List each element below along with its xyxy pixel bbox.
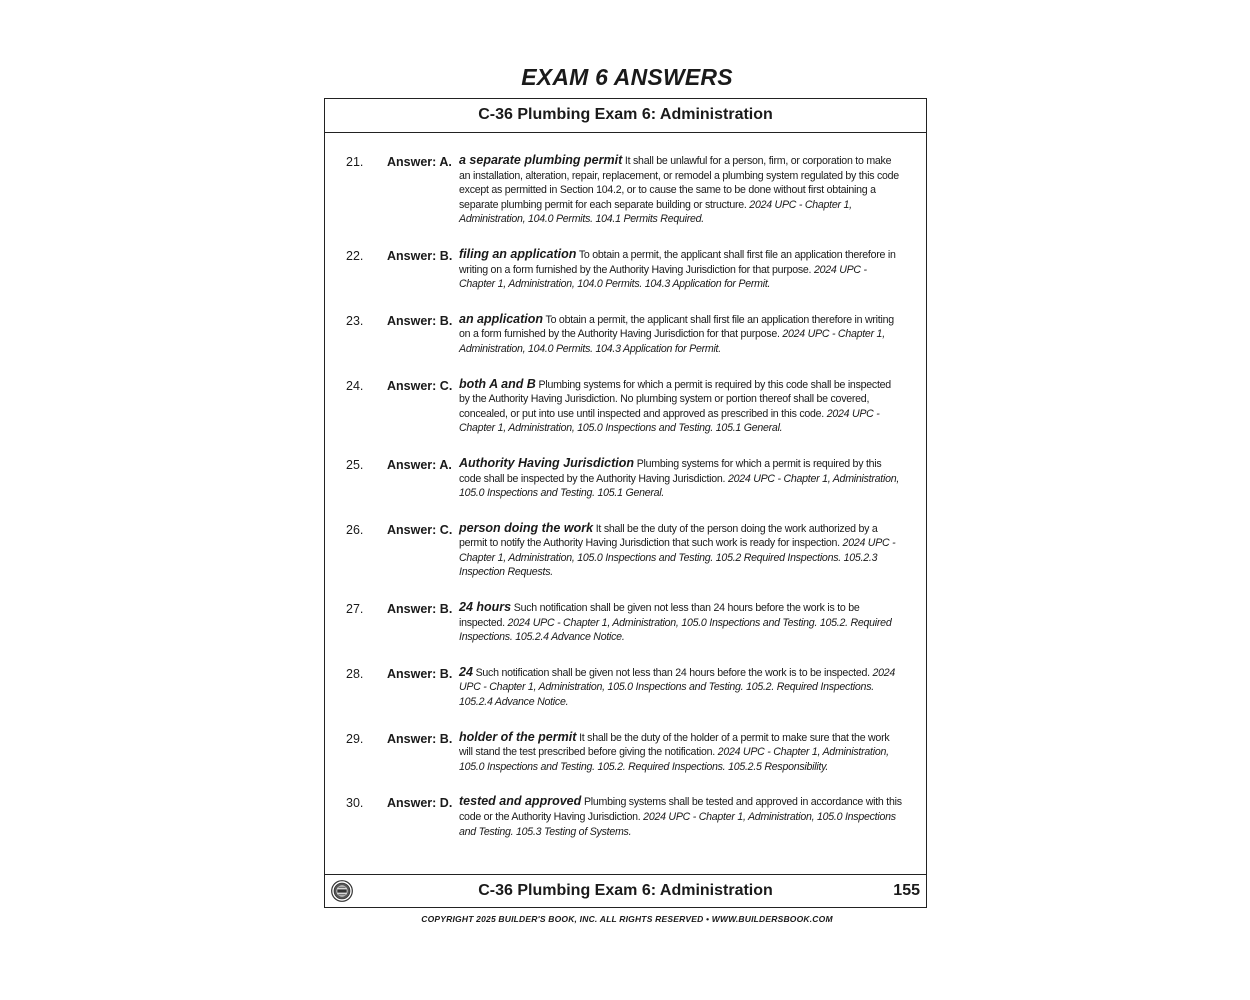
question-number: 26. <box>346 522 364 537</box>
answer-term: 24 <box>459 664 473 679</box>
answer-entry <box>325 456 926 501</box>
answer-label: Answer: C. <box>387 522 453 537</box>
answer-explanation <box>459 794 904 839</box>
code-citation: 2024 UPC - Chapter 1, Administration, 104.0 Permits. 104.3 Application for Permit. <box>459 263 867 291</box>
answer-label: Answer: B. <box>387 248 453 263</box>
answer-term: tested and approved <box>459 794 582 809</box>
question-number: 24. <box>346 378 364 393</box>
code-citation: 2024 UPC - Chapter 1, Administration, 104.0 Permits. 104.3 Application for Permit. <box>459 328 885 355</box>
code-citation: 2024 UPC - Chapter 1, Administration, 105.0 Inspections and Testing. 105.2. Required Inspections. 105.2.4 Advance Notice. <box>459 666 896 709</box>
question-number: 22. <box>346 248 364 263</box>
answer-text: Plumbing systems shall be tested and approved in accordance with this code or the Authority Having Jurisdiction. <box>459 796 902 823</box>
answer-explanation <box>459 521 904 580</box>
answer-text: Plumbing systems for which a permit is required by this code shall be inspected by the Authority Having Jurisdiction. No plumbing system or portion thereof shall be covered, concealed, or put into use until inspected and approved as prescribed in this code. <box>459 378 891 420</box>
answer-entry <box>325 794 926 839</box>
footer-title: C-36 Plumbing Exam 6: Administration <box>478 882 773 899</box>
answer-text: To obtain a permit, the applicant shall first file an application therefore in writing on a form furnished by the Authority Having Jurisdiction for that purpose. <box>459 313 894 341</box>
answer-label: Answer: A. <box>387 155 452 169</box>
section-header: C-36 Plumbing Exam 6: Administration <box>325 99 926 133</box>
question-number: 28. <box>346 666 364 681</box>
answer-term: Authority Having Jurisdiction <box>459 455 635 470</box>
answer-explanation <box>459 665 904 710</box>
answer-explanation <box>459 600 904 645</box>
answer-entry <box>325 153 926 227</box>
code-citation: 2024 UPC - Chapter 1, Administration, 105.0 Inspections and Testing. 105.1 General. <box>459 407 880 435</box>
answer-entry <box>325 247 926 292</box>
answer-text: To obtain a permit, the applicant shall first file an application therefore in writing on a form furnished by the Authority Having Jurisdiction for that purpose. <box>459 248 896 276</box>
question-number: 30. <box>346 796 364 811</box>
page-title: EXAM 6 ANSWERS <box>521 64 733 90</box>
answer-entry <box>325 600 926 645</box>
answer-term: person doing the work <box>459 520 594 535</box>
answer-label: Answer: C. <box>387 378 453 393</box>
question-number: 29. <box>346 731 364 746</box>
code-citation: 2024 UPC - Chapter 1, Administration, 104.0 Permits. 104.1 Permits Required. <box>459 198 852 226</box>
answer-explanation <box>459 247 904 292</box>
answer-text: It shall be the duty of the person doing the work authorized by a permit to notify the Authority Having Jurisdiction that such work is ready for inspection. <box>459 522 878 550</box>
answer-text: Such notification shall be given not less than 24 hours before the work is to be inspected. <box>472 666 873 679</box>
code-citation: 2024 UPC - Chapter 1, Administration, 105.0 Inspections and Testing. 105.2. Required Inspections. 105.2.5 Responsibility. <box>459 746 889 773</box>
answer-term: a separate plumbing permit <box>459 153 623 167</box>
code-citation: 2024 UPC - Chapter 1, Administration, 105.0 Inspections and Testing. 105.2 Required Inspections. 105.2.3 Inspection Requests. <box>459 537 896 579</box>
answer-text: It shall be the duty of the holder of a permit to make sure that the work will stand the test prescribed before giving the notification. <box>459 731 890 759</box>
answer-explanation <box>459 730 904 775</box>
question-number: 23. <box>346 313 364 328</box>
answer-entry <box>325 665 926 710</box>
answer-entry <box>325 521 926 580</box>
page-footer <box>325 874 926 907</box>
page-number: 155 <box>893 882 920 899</box>
answer-label: Answer: B. <box>387 602 453 617</box>
question-number: 27. <box>346 602 364 617</box>
answer-text: It shall be unlawful for a person, firm, or corporation to make an installation, alteration, repair, replacement, or remodel a plumbing system regulated by this code except as permitted in Section 104.2, or to cause the same to be done without first obtaining a separate plumbing permit for each separate building or structure. <box>459 155 899 211</box>
answer-explanation <box>459 312 904 357</box>
answer-explanation <box>459 153 904 227</box>
answer-term: both A and B <box>459 376 536 391</box>
code-citation: 2024 UPC - Chapter 1, Administration, 105.0 Inspections and Testing. 105.1 General. <box>459 472 900 500</box>
answer-entry <box>325 730 926 775</box>
answer-label: Answer: B. <box>387 731 453 746</box>
question-number: 21. <box>346 155 364 169</box>
code-citation: 2024 UPC - Chapter 1, Administration, 105.0 Inspections and Testing. 105.3 Testing of Systems. <box>459 811 896 838</box>
answer-entry <box>325 312 926 357</box>
answer-sheet-frame <box>324 98 927 908</box>
copyright-notice: COPYRIGHT 2025 BUILDER'S BOOK, INC. ALL RIGHTS RESERVED • WWW.BUILDERSBOOK.COM <box>421 914 833 924</box>
answer-text: Such notification shall be given not less than 24 hours before the work is to be inspected. <box>459 602 860 629</box>
answer-explanation <box>459 377 904 436</box>
answer-label: Answer: B. <box>387 313 453 328</box>
answer-label: Answer: D. <box>387 796 453 811</box>
answer-term: filing an application <box>459 246 577 261</box>
answer-list <box>325 153 926 859</box>
answer-label: Answer: A. <box>387 457 452 472</box>
answer-explanation <box>459 456 904 501</box>
answer-label: Answer: B. <box>387 666 453 681</box>
answer-term: 24 hours <box>459 600 512 615</box>
answer-term: holder of the permit <box>459 729 577 744</box>
code-citation: 2024 UPC - Chapter 1, Administration, 105.0 Inspections and Testing. 105.2. Required Inspections. 105.2.4 Advance Notice. <box>459 616 892 644</box>
answer-text: Plumbing systems for which a permit is required by this code shall be inspected by the Authority Having Jurisdiction. <box>459 457 882 485</box>
answer-term: an application <box>459 311 544 326</box>
question-number: 25. <box>346 457 364 472</box>
answer-entry <box>325 377 926 436</box>
